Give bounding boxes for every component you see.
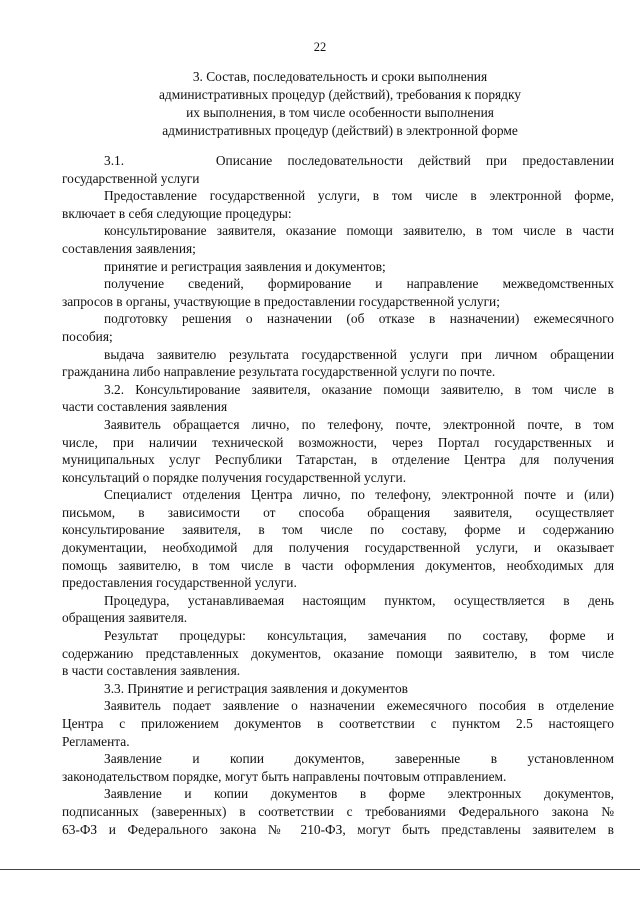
text-line: включает в себя следующие процедуры: bbox=[62, 205, 292, 221]
heading-line: их выполнения, в том числе особенности выполнения bbox=[186, 105, 494, 120]
text-line: Заявление и копии документов, заверенные в установленном bbox=[104, 751, 614, 767]
text-line: 3.1. Описание последовательности действий при предоставлении bbox=[104, 153, 614, 168]
text-line: консультаций о порядке получения государственной услуги. bbox=[62, 469, 407, 485]
text-line: пособия; bbox=[62, 328, 113, 344]
page-bottom-rule bbox=[0, 869, 640, 870]
text-line: получение сведений, формирование и направление межведомственных bbox=[104, 276, 614, 292]
text-line: консультирование заявителя, оказание помощи заявителю, в том числе в части bbox=[104, 223, 614, 239]
text-line: Заявитель обращается лично, по телефону, почте, электронной почте, в том bbox=[104, 416, 614, 432]
text-line: 63-ФЗ и Федерального закона № 210-ФЗ, могут быть представлены заявителем в bbox=[62, 821, 614, 837]
text-line: Заявление и копии документов в форме электронных документов, bbox=[104, 786, 614, 802]
heading-line: 3. Состав, последовательность и сроки выполнения bbox=[192, 69, 488, 84]
text-line: Предоставление государственной услуги, в том числе в электронной форме, bbox=[104, 188, 614, 204]
text-line: запросов в органы, участвующие в предоставлении государственной услуги; bbox=[62, 293, 500, 309]
text-line: предоставления государственной услуги. bbox=[62, 575, 297, 591]
section-heading bbox=[90, 68, 590, 140]
text-line: помощь заявителю, в том числе в части оформления документов, необходимых для bbox=[62, 557, 614, 573]
page-number: 22 bbox=[313, 40, 327, 54]
text-line: письмом, в зависимости от способа обращения заявителя, осуществляет bbox=[62, 504, 614, 520]
text-line: выдача заявителю результата государственной услуги при личном обращении bbox=[104, 346, 614, 362]
heading-line: административных процедур (действий), требования к порядку bbox=[158, 87, 522, 102]
text-line: Специалист отделения Центра лично, по телефону, электронной почте и (или) bbox=[104, 487, 614, 503]
text-line: составления заявления; bbox=[62, 240, 196, 256]
text-line: части составления заявления bbox=[62, 399, 228, 415]
text-line: документации, необходимой для получения государственной услуги, и оказывает bbox=[62, 540, 614, 556]
text-line: Результат процедуры: консультация, замечания по составу, форме и bbox=[104, 628, 614, 644]
text-line: Заявитель подает заявление о назначении ежемесячного пособия в отделение bbox=[104, 698, 614, 714]
text-line: подписанных (заверенных) в соответствии с требованиями Федерального закона № bbox=[62, 803, 614, 819]
text-line: Центра с приложением документов в соответствии с пунктом 2.5 настоящего bbox=[62, 716, 614, 731]
text-line: консультирование заявителя, в том числе по составу, форме и содержанию bbox=[62, 522, 614, 538]
text-line: законодательством порядке, могут быть направлены почтовым отправлением. bbox=[62, 768, 507, 784]
text-line: Регламента. bbox=[62, 733, 130, 749]
text-line: содержанию представленных документов, оказание помощи заявителю, в том числе bbox=[62, 645, 614, 661]
text-line: числе, при наличии технической возможности, через Портал государственных и bbox=[62, 434, 614, 450]
text-line: муниципальных услуг Республики Татарстан, в отделение Центра для получения bbox=[62, 452, 614, 468]
heading-line: административных процедур (действий) в электронной форме bbox=[162, 123, 518, 138]
text-line: подготовку решения о назначении (об отказе в назначении) ежемесячного bbox=[104, 311, 614, 327]
document-body bbox=[62, 152, 614, 838]
text-line: принятие и регистрация заявления и документов; bbox=[104, 258, 386, 274]
text-line: 3.3. Принятие и регистрация заявления и документов bbox=[104, 680, 408, 696]
text-line: обращения заявителя. bbox=[62, 610, 188, 626]
text-line: гражданина либо направление результата государственной услуги по почте. bbox=[62, 364, 496, 380]
text-line: 3.2. Консультирование заявителя, оказание помощи заявителю, в том числе в bbox=[104, 381, 614, 397]
text-line: в части составления заявления. bbox=[62, 663, 241, 679]
text-line: Процедура, устанавливаемая настоящим пунктом, осуществляется в день bbox=[104, 592, 614, 608]
text-line: государственной услуги bbox=[62, 170, 200, 186]
